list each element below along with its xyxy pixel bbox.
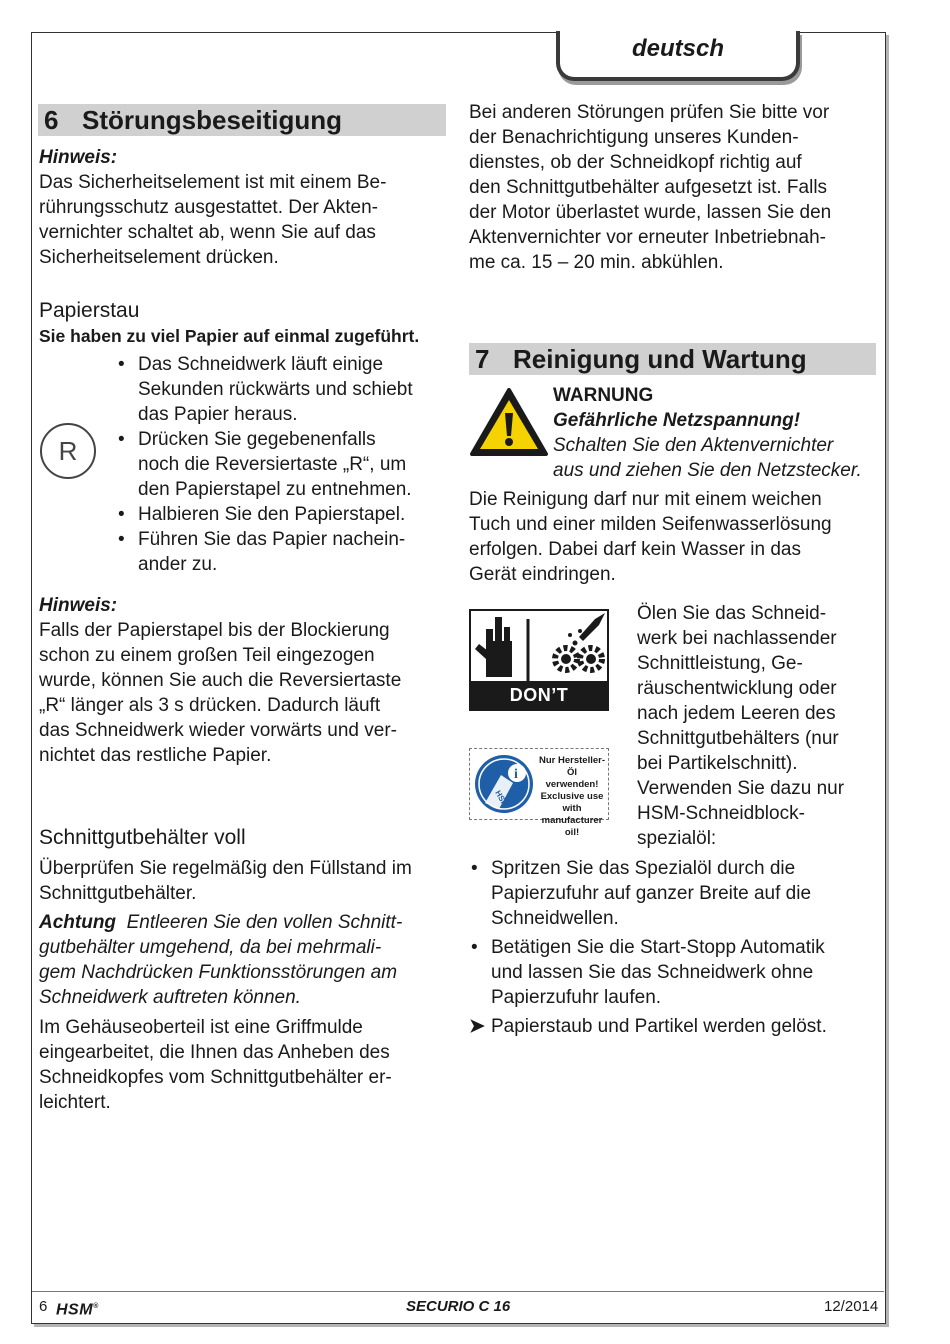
handle-line: Schneidkopfes vom Schnittgutbehälter er- [39, 1067, 392, 1088]
bin-full-title: Schnittgutbehälter voll [39, 826, 246, 849]
note-2-label: Hinweis: [39, 595, 118, 616]
list-item-line: und lassen Sie das Schneidwerk ohne [491, 962, 814, 983]
note-1-line: Das Sicherheitselement ist mit einem Be- [39, 172, 387, 193]
paper-jam-title: Papierstau [39, 299, 140, 322]
handle-text [39, 1015, 454, 1115]
note-1-line: rührungsschutz ausgestattet. Der Akten- [39, 197, 379, 218]
warning-label: WARNUNG [553, 385, 654, 406]
warning-block [553, 383, 878, 483]
caution-line: gutbehälter umgehend, da bei mehrmali- [39, 937, 382, 958]
model-name: SECURIO C 16 [406, 1298, 511, 1315]
list-item-line: ander zu. [138, 554, 218, 575]
arrow-right-icon: ➤ [469, 1016, 485, 1037]
list-item-line: Schneidwellen. [491, 908, 619, 929]
list-item [116, 352, 446, 427]
note-2-line: nichtet das restliche Papier. [39, 745, 272, 766]
other-faults-text [469, 100, 879, 275]
section-7-heading [469, 343, 876, 375]
other-faults-line: den Schnittgutbehälter aufgesetzt ist. Falls [469, 177, 828, 198]
other-faults-line: der Motor überlastet wurde, lassen Sie den [469, 202, 832, 223]
note-2 [39, 594, 449, 768]
bin-line: Überprüfen Sie regelmäßig den Füllstand im [39, 858, 412, 879]
info-letter: i [514, 767, 518, 782]
hand-gears-icon [471, 611, 607, 685]
cleaning-line: Die Reinigung darf nur mit einem weichen [469, 489, 822, 510]
oil-line: Ölen Sie das Schneid- [637, 603, 827, 624]
list-item-line: Papierzufuhr auf ganzer Breite auf die [491, 883, 812, 904]
note-1-label: Hinweis: [39, 147, 118, 168]
result-line [469, 1014, 879, 1039]
oil-text [637, 601, 882, 851]
note-1-line: vernichter schaltet ab, wenn Sie auf das [39, 222, 376, 243]
oil-line: nach jedem Leeren des [637, 703, 836, 724]
oil-line: bei Partikelschnitt). [637, 753, 798, 774]
list-item-line: noch die Reversiertaste „R“, um [138, 454, 407, 475]
caution-label: Achtung [39, 912, 117, 933]
list-item-line: Papierzufuhr laufen. [491, 987, 662, 1008]
caution-text [39, 910, 454, 1010]
note-2-line: Falls der Papierstapel bis der Blockierung [39, 620, 390, 641]
dont-forget-label: DON’T FORGET [471, 681, 607, 709]
list-item-line: • Das Schneidwerk läuft einige [138, 354, 384, 375]
cleaning-line: erfolgen. Dabei darf kein Wasser in das [469, 539, 801, 560]
section-6-title: Störungsbeseitigung [82, 105, 342, 135]
oil-sticker-line: verwenden! [545, 779, 599, 790]
oil-line: werk bei nachlassender [637, 628, 837, 649]
oil-line: Schnittgutbehälters (nur [637, 728, 839, 749]
oil-line: räuschentwicklung oder [637, 678, 837, 699]
note-2-line: „R“ länger als 3 s drücken. Dadurch läuft [39, 695, 381, 716]
handle-line: leichtert. [39, 1092, 111, 1113]
brand-logo-text: HSM [56, 1301, 94, 1319]
oil-line: Schnittleistung, Ge- [637, 653, 803, 674]
brand-logo: HSM® [56, 1301, 99, 1319]
oil-line: HSM-Schneidblock- [637, 803, 805, 824]
bin-full-text [39, 856, 454, 906]
handle-line: eingearbeitet, die Ihnen das Anheben des [39, 1042, 390, 1063]
list-item [469, 856, 879, 931]
list-item [116, 502, 446, 527]
caution-line: gem Nachdrücken Funktionsstörungen am [39, 962, 398, 983]
caution-line: Entleeren Sie den vollen Schnitt- [126, 912, 403, 933]
section-7-number: 7 [475, 344, 490, 374]
other-faults-line: Bei anderen Störungen prüfen Sie bitte vor [469, 102, 830, 123]
list-item [116, 427, 446, 502]
oil-steps [469, 856, 879, 1010]
list-item-line: • Halbieren Sie den Papierstapel. [138, 504, 406, 525]
other-faults-line: me ca. 15 – 20 min. abkühlen. [469, 252, 724, 273]
other-faults-line: der Benachrichtigung unseres Kunden- [469, 127, 799, 148]
list-item [469, 935, 879, 1010]
oil-sticker-text [536, 755, 608, 839]
oil-bottle-label: HSM [493, 788, 510, 809]
result-text: Papierstaub und Partikel werden gelöst. [491, 1016, 827, 1037]
caution-line: Schneidwerk auftreten können. [39, 987, 301, 1008]
page-number: 6 [39, 1298, 48, 1315]
paper-jam-subtitle: Sie haben zu viel Papier auf einmal zugeführt. [39, 326, 420, 346]
note-2-line: schon zu einem großen Teil eingezogen [39, 645, 375, 666]
section-6-heading [38, 104, 446, 136]
section-7-title: Reinigung und Wartung [513, 344, 807, 374]
dont-forget-pictogram [469, 609, 609, 733]
oil-line: spezialöl: [637, 828, 717, 849]
oil-bottle-info-icon [473, 753, 535, 815]
list-item-line: • Spritzen Sie das Spezialöl durch die [491, 858, 796, 879]
bin-line: Schnittgutbehälter. [39, 883, 197, 904]
warning-line: Schalten Sie den Aktenvernichter [553, 435, 834, 456]
cleaning-line: Tuch und einer milden Seifenwasserlösung [469, 514, 832, 535]
oil-sticker-line: Nur Hersteller-Öl [539, 755, 605, 778]
list-item-line: den Papierstapel zu entnehmen. [138, 479, 412, 500]
oil-sticker [469, 748, 609, 838]
other-faults-line: dienstes, ob der Schneidkopf richtig auf [469, 152, 802, 173]
cleaning-text [469, 487, 879, 587]
note-1 [39, 146, 449, 270]
reverse-key-icon: R [40, 423, 96, 479]
cleaning-line: Gerät eindringen. [469, 564, 616, 585]
list-item-line: das Papier heraus. [138, 404, 298, 425]
warning-triangle-icon [469, 386, 549, 458]
oil-sticker-line: manufacturer oil! [541, 815, 603, 838]
warning-line: aus und ziehen Sie den Netzstecker. [553, 460, 862, 481]
other-faults-line: Aktenvernichter vor erneuter Inbetriebnah- [469, 227, 826, 248]
oil-sticker-line: Exclusive use with [540, 791, 604, 814]
paper-jam-steps [116, 352, 446, 577]
list-item-line: Sekunden rückwärts und schiebt [138, 379, 413, 400]
list-item-line: • Führen Sie das Papier nachein- [138, 529, 406, 550]
handle-line: Im Gehäuseoberteil ist eine Griffmulde [39, 1017, 363, 1038]
section-6-number: 6 [44, 105, 59, 135]
list-item [116, 527, 446, 577]
oil-line: Verwenden Sie dazu nur [637, 778, 845, 799]
list-item-line: • Betätigen Sie die Start-Stopp Automatik [491, 937, 825, 958]
issue-date: 12/2014 [824, 1298, 879, 1315]
note-1-line: Sicherheitselement drücken. [39, 247, 279, 268]
list-item-line: • Drücken Sie gegebenenfalls [138, 429, 376, 450]
warning-title: Gefährliche Netzspannung! [553, 410, 801, 431]
footer-divider [32, 1291, 884, 1292]
note-2-line: das Schneidwerk wieder vorwärts und ver- [39, 720, 397, 741]
note-2-line: wurde, können Sie auch die Reversiertaste [39, 670, 402, 691]
language-tab: deutsch [556, 31, 800, 81]
